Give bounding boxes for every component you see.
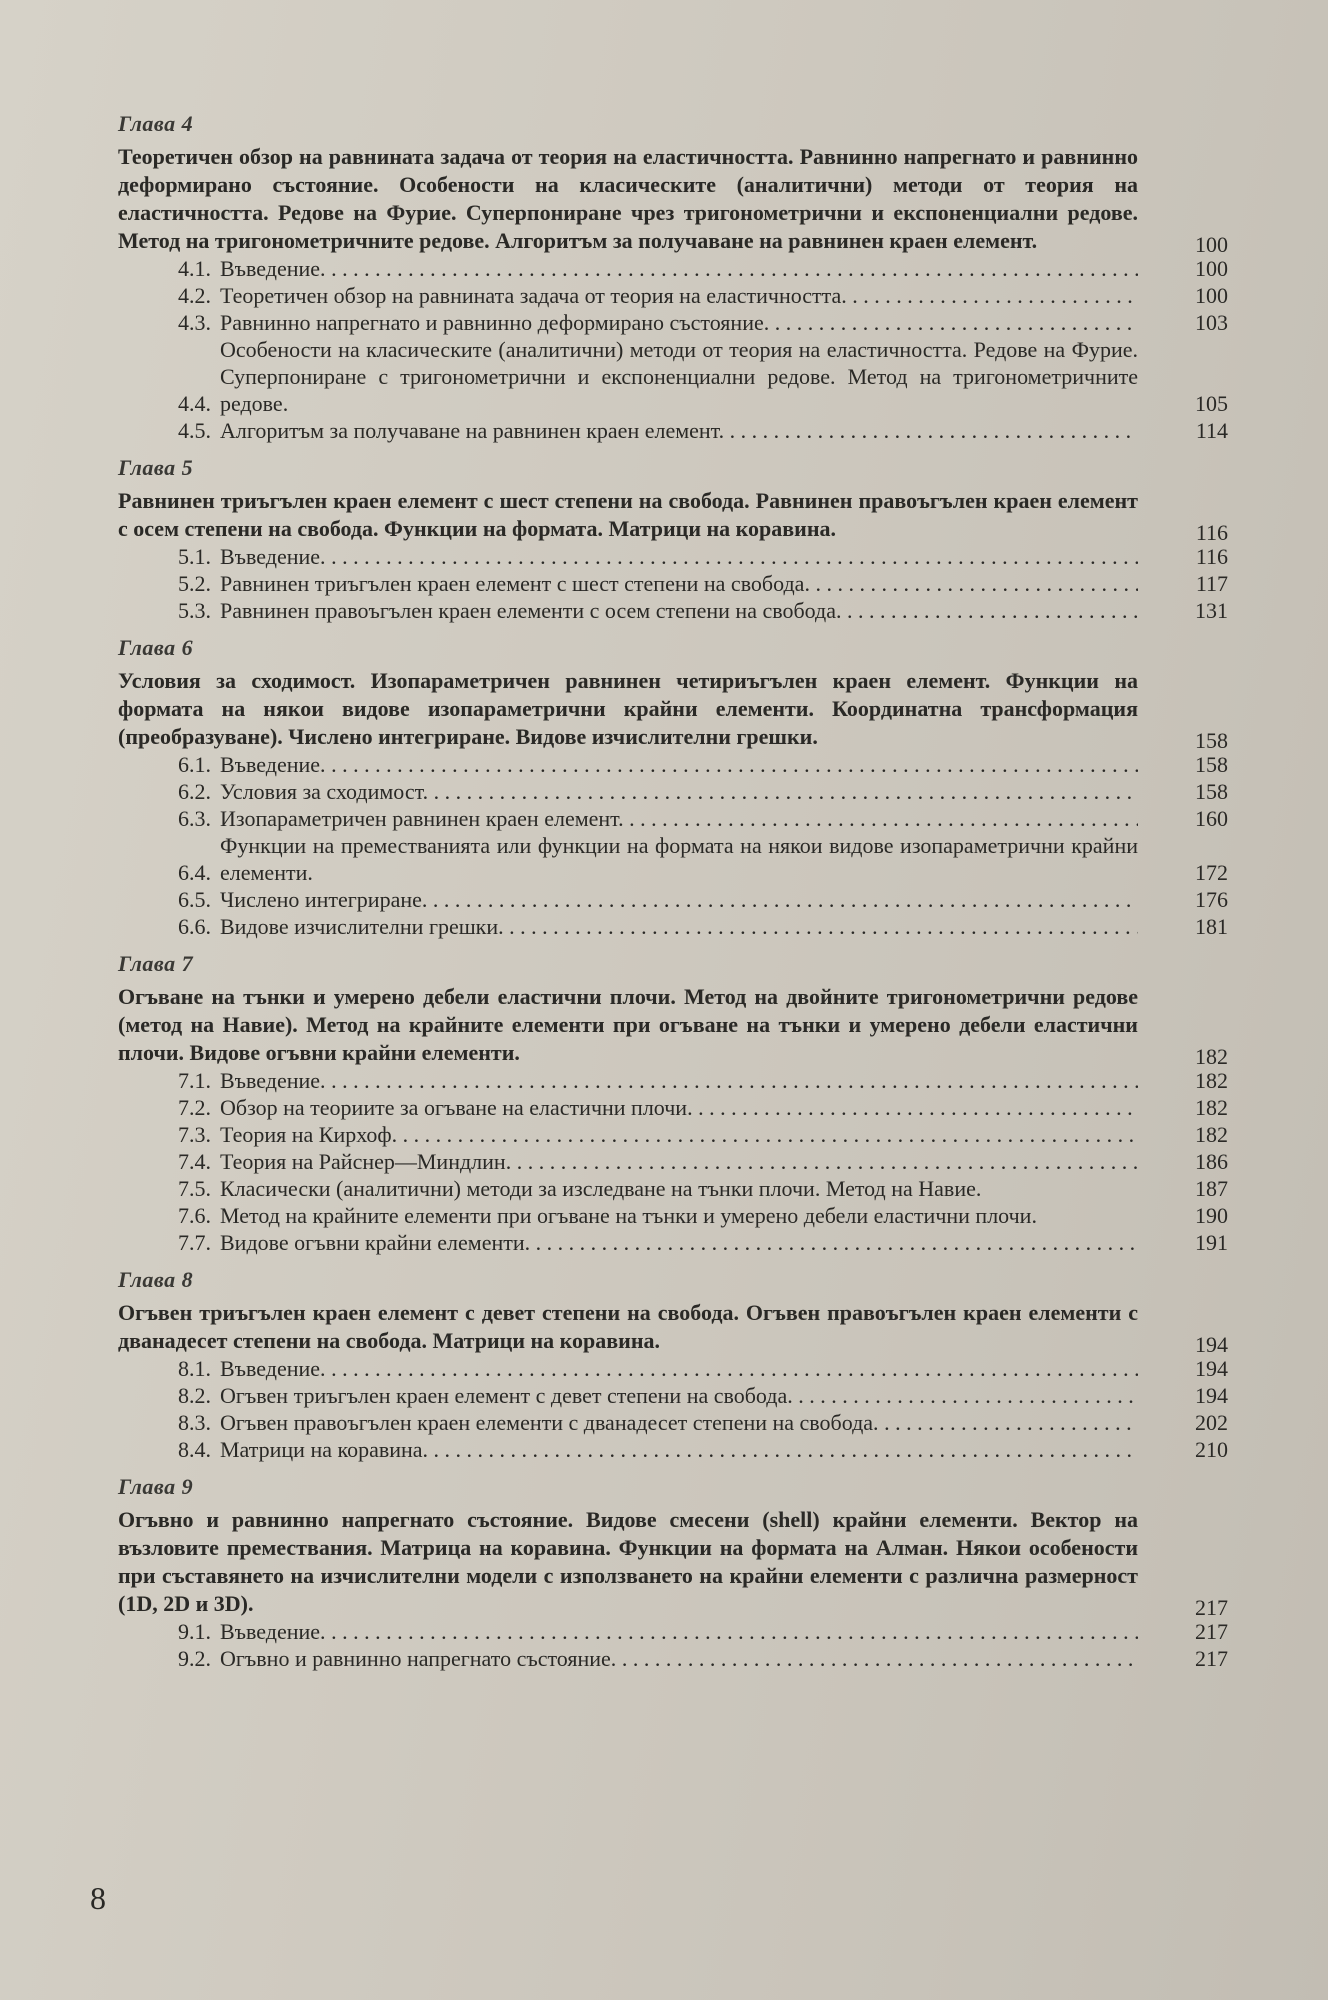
toc-entry <box>118 1094 1228 1121</box>
section-page: 116 <box>1195 544 1228 569</box>
section-number: 8.2. <box>178 1383 211 1408</box>
section-page: 105 <box>1195 391 1228 416</box>
section-number: 4.4. <box>178 391 211 416</box>
section-number: 4.2. <box>178 283 211 308</box>
section-title: Огъвен правоъгълен краен елементи с дванадесет степени на свобода. . . . <box>220 1409 1138 1436</box>
section-page: 217 <box>1195 1619 1228 1644</box>
section-number: 6.6. <box>178 914 211 939</box>
toc-entry <box>118 1618 1228 1645</box>
section-title: Видове огъвни крайни елементи. . . . <box>220 1229 1138 1256</box>
chapter-label: Глава 7 <box>118 951 194 976</box>
toc-entry <box>118 309 1228 336</box>
section-title: Матрици на коравина. . . . <box>220 1436 1138 1463</box>
chapter-title <box>118 667 1228 751</box>
section-title: Функции на преместванията или функции на формата на някои видове изопараметрични крайни елементи. <box>220 833 1138 885</box>
toc-entry <box>118 1355 1228 1382</box>
chapter-page: 217 <box>1195 1595 1228 1620</box>
section-number: 6.4. <box>178 860 211 885</box>
chapter-title-text: Огъване на тънки и умерено дебели еластични плочи. Метод на двойните тригонометрични редове (метод на Навие). Метод на крайните елементи при огъване на тънки и умерено дебели еластични плочи. Видове огъвни крайни елементи. <box>118 984 1138 1065</box>
toc-entry <box>118 1229 1228 1256</box>
section-page: 117 <box>1195 571 1228 596</box>
section-page: 100 <box>1195 256 1228 281</box>
chapter-page: 182 <box>1195 1044 1228 1069</box>
section-page: 187 <box>1195 1176 1228 1201</box>
section-page: 182 <box>1195 1095 1228 1120</box>
section-number: 6.2. <box>178 779 211 804</box>
chapter-label: Глава 4 <box>118 111 194 136</box>
section-title: Особености на класическите (аналитични) методи от теория на еластичността. Редове на Фурие. Суперпониране с тригонометрични и експоненциални редове. Метод на тригонометричните редове. <box>220 337 1138 416</box>
section-number: 4.1. <box>178 256 211 281</box>
chapter-5 <box>118 454 1228 624</box>
toc-entry <box>118 751 1228 778</box>
toc-entry <box>118 1148 1228 1175</box>
section-number: 6.5. <box>178 887 211 912</box>
section-page: 176 <box>1195 887 1228 912</box>
section-number: 6.1. <box>178 752 211 777</box>
chapter-9 <box>118 1473 1228 1672</box>
section-number: 7.2. <box>178 1095 211 1120</box>
section-page: 114 <box>1195 418 1228 443</box>
section-page: 190 <box>1195 1203 1228 1228</box>
toc-entry <box>118 778 1228 805</box>
section-title: Въведение. . . . <box>220 1067 1138 1094</box>
section-number: 8.4. <box>178 1437 211 1462</box>
toc-entry <box>118 1121 1228 1148</box>
section-number: 9.1. <box>178 1619 211 1644</box>
chapter-7 <box>118 950 1228 1256</box>
chapter-title <box>118 143 1228 255</box>
section-number: 5.3. <box>178 598 211 623</box>
toc-entry <box>118 336 1228 417</box>
toc-entry <box>118 1382 1228 1409</box>
chapter-title-text: Огъвно и равнинно напрегнато състояние. Видове смесени (shell) крайни елементи. Вектор на възловите премествания. Матрица на коравина. Функции на формата на Алман. Някои особености при съставянето на изчислителни модели с използването на крайни елементи с различна размерност (1D, 2D и 3D). <box>118 1507 1138 1616</box>
chapter-title-text: Равнинен триъгълен краен елемент с шест степени на свобода. Равнинен правоъгълен краен елемент с осем степени на свобода. Функции на формата. Матрици на коравина. <box>118 488 1138 541</box>
section-title: Класически (аналитични) методи за изследване на тънки плочи. Метод на Навие. <box>220 1176 982 1201</box>
section-number: 4.3. <box>178 310 211 335</box>
chapter-4 <box>118 110 1228 444</box>
toc-entry <box>118 1436 1228 1463</box>
section-title: Видове изчислителни грешки. . . . <box>220 913 1138 940</box>
section-title: Въведение. . . . <box>220 1618 1138 1645</box>
chapter-page: 194 <box>1195 1332 1228 1357</box>
section-number: 7.3. <box>178 1122 211 1147</box>
toc-entry <box>118 832 1228 886</box>
section-number: 8.3. <box>178 1410 211 1435</box>
chapter-page: 158 <box>1195 728 1228 753</box>
section-title: Равнинно напрегнато и равнинно деформирано състояние. . . . <box>220 309 1138 336</box>
chapter-label: Глава 9 <box>118 1474 194 1499</box>
chapter-title <box>118 1299 1228 1355</box>
toc-entry <box>118 282 1228 309</box>
table-of-contents <box>118 100 1228 1678</box>
chapter-title <box>118 1506 1228 1618</box>
chapter-title <box>118 983 1228 1067</box>
section-number: 7.4. <box>178 1149 211 1174</box>
section-title: Обзор на теориите за огъване на еластични плочи. . . . <box>220 1094 1138 1121</box>
section-page: 191 <box>1195 1230 1228 1255</box>
chapter-title <box>118 487 1228 543</box>
chapter-title-text: Огъвен триъгълен краен елемент с девет степени на свобода. Огъвен правоъгълен краен елементи с дванадесет степени на свобода. Матрици на коравина. <box>118 1300 1138 1353</box>
section-title: Въведение. . . . <box>220 255 1138 282</box>
toc-entry <box>118 1409 1228 1436</box>
section-page: 100 <box>1195 283 1228 308</box>
chapter-6 <box>118 634 1228 940</box>
section-number: 6.3. <box>178 806 211 831</box>
section-title: Въведение. . . . <box>220 1355 1138 1382</box>
page-number: 8 <box>90 1880 106 1916</box>
section-number: 4.5. <box>178 418 211 443</box>
toc-entry <box>118 543 1228 570</box>
section-title: Равнинен правоъгълен краен елементи с осем степени на свобода. . . . <box>220 597 1138 624</box>
section-number: 8.1. <box>178 1356 211 1381</box>
chapter-label: Глава 6 <box>118 635 194 660</box>
toc-entry <box>118 805 1228 832</box>
toc-entry <box>118 1067 1228 1094</box>
toc-entry <box>118 1645 1228 1672</box>
toc-entry <box>118 1175 1228 1202</box>
section-page: 194 <box>1195 1383 1228 1408</box>
toc-entry <box>118 913 1228 940</box>
chapter-page: 116 <box>1195 520 1228 545</box>
section-number: 7.7. <box>178 1230 211 1255</box>
section-number: 7.5. <box>178 1176 211 1201</box>
section-page: 103 <box>1195 310 1228 335</box>
section-title: Числено интегриране. . . . <box>220 886 1138 913</box>
chapter-label: Глава 8 <box>118 1267 194 1292</box>
section-page: 182 <box>1195 1122 1228 1147</box>
section-page: 158 <box>1195 752 1228 777</box>
section-page: 172 <box>1195 860 1228 885</box>
chapter-page: 100 <box>1195 232 1228 257</box>
toc-entry <box>118 597 1228 624</box>
section-number: 7.6. <box>178 1203 211 1228</box>
section-number: 5.1. <box>178 544 211 569</box>
section-page: 181 <box>1195 914 1228 939</box>
section-title: Теоретичен обзор на равнината задача от теория на еластичността. . . . <box>220 282 1138 309</box>
section-page: 160 <box>1195 806 1228 831</box>
section-title: Огъвен триъгълен краен елемент с девет степени на свобода. . . . <box>220 1382 1138 1409</box>
section-title: Равнинен триъгълен краен елемент с шест степени на свобода. . . . <box>220 570 1138 597</box>
chapter-label: Глава 5 <box>118 455 194 480</box>
chapter-title-text: Условия за сходимост. Изопараметричен равнинен четириъгълен краен елемент. Функции на формата на някои видове изопараметрични крайни елементи. Координатна трансформация (преобразуване). Числено интегриране. Видове изчислителни грешки. <box>118 668 1138 749</box>
section-title: Теория на Райснер—Миндлин. . . . <box>220 1148 1138 1175</box>
section-number: 5.2. <box>178 571 211 596</box>
section-title: Алгоритъм за получаване на равнинен краен елемент. . . . <box>220 417 1138 444</box>
section-page: 217 <box>1195 1646 1228 1671</box>
section-page: 158 <box>1195 779 1228 804</box>
section-title: Метод на крайните елементи при огъване на тънки и умерено дебели еластични плочи. <box>220 1203 1037 1228</box>
section-title: Въведение. . . . <box>220 543 1138 570</box>
section-number: 7.1. <box>178 1068 211 1093</box>
section-title: Теория на Кирхоф. . . . <box>220 1121 1138 1148</box>
chapter-title-text: Теоретичен обзор на равнината задача от теория на еластичността. Равнинно напрегнато и равнинно деформирано състояние. Особености на класическите (аналитични) методи от теория на еластичността. Редове на Фурие. Суперпониране чрез тригонометрични и експоненциални редове. Метод на тригонометричните редове. Алгоритъм за получаване на равнинен краен елемент. <box>118 144 1138 253</box>
section-title: Въведение. . . . <box>220 751 1138 778</box>
section-number: 9.2. <box>178 1646 211 1671</box>
section-page: 202 <box>1195 1410 1228 1435</box>
chapter-8 <box>118 1266 1228 1463</box>
toc-entry <box>118 1202 1228 1229</box>
section-title: Изопараметричен равнинен краен елемент. . . . <box>220 805 1138 832</box>
toc-entry <box>118 255 1228 282</box>
section-title: Огъвно и равнинно напрегнато състояние. . . . <box>220 1645 1138 1672</box>
section-page: 194 <box>1195 1356 1228 1381</box>
toc-entry <box>118 570 1228 597</box>
section-page: 210 <box>1195 1437 1228 1462</box>
section-title: Условия за сходимост. . . . <box>220 778 1138 805</box>
toc-entry <box>118 886 1228 913</box>
section-page: 182 <box>1195 1068 1228 1093</box>
section-page: 186 <box>1195 1149 1228 1174</box>
toc-entry <box>118 417 1228 444</box>
section-page: 131 <box>1195 598 1228 623</box>
